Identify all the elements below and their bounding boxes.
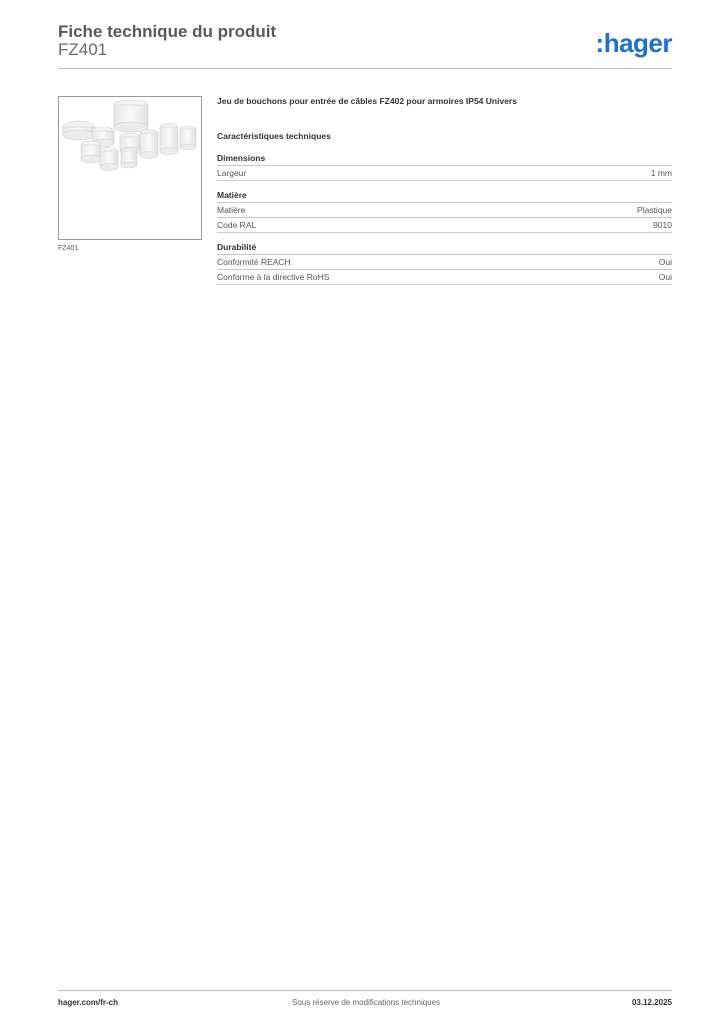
footer-website: hager.com/fr-ch [58, 998, 119, 1007]
product-description: Jeu de bouchons pour entrée de câbles FZ402 pour armoires IP54 Univers [217, 96, 517, 106]
footer-date: 03.12.2025 [631, 998, 672, 1007]
cable-plugs-image [59, 97, 201, 239]
spec-row [217, 218, 672, 233]
spec-group-material [217, 190, 672, 233]
spec-row [217, 166, 672, 181]
product-photo [58, 96, 202, 240]
product-code: FZ401 [58, 40, 108, 59]
footer-note: Sous réserve de modifications techniques [292, 998, 441, 1007]
spec-row [217, 255, 672, 270]
hager-logo: :hager [595, 28, 672, 58]
spec-value: 9010 [653, 220, 672, 230]
spec-value: Plastique [637, 205, 672, 215]
spec-row [217, 203, 672, 218]
spec-value: Oui [658, 272, 672, 282]
spec-group-title: Matière [217, 190, 672, 203]
header-divider [58, 68, 672, 69]
spec-value: Oui [658, 257, 672, 267]
spec-label: Matière [217, 205, 246, 215]
spec-label: Code RAL [217, 220, 257, 230]
specs-heading: Caractéristiques techniques [217, 131, 331, 141]
spec-label: Conforme à la directive RoHS [217, 272, 330, 282]
page-title: Fiche technique du produit [58, 22, 277, 41]
spec-row [217, 270, 672, 285]
spec-group-title: Dimensions [217, 153, 672, 166]
spec-group-durability [217, 242, 672, 285]
spec-group-dimensions [217, 153, 672, 181]
photo-caption: FZ401 [58, 245, 79, 252]
footer-divider [58, 990, 672, 991]
spec-panel [217, 96, 672, 285]
spec-value: 1 mm [650, 168, 672, 178]
spec-group-title: Durabilité [217, 242, 672, 255]
spec-label: Conformité REACH [217, 257, 291, 267]
spec-label: Largeur [217, 168, 247, 178]
